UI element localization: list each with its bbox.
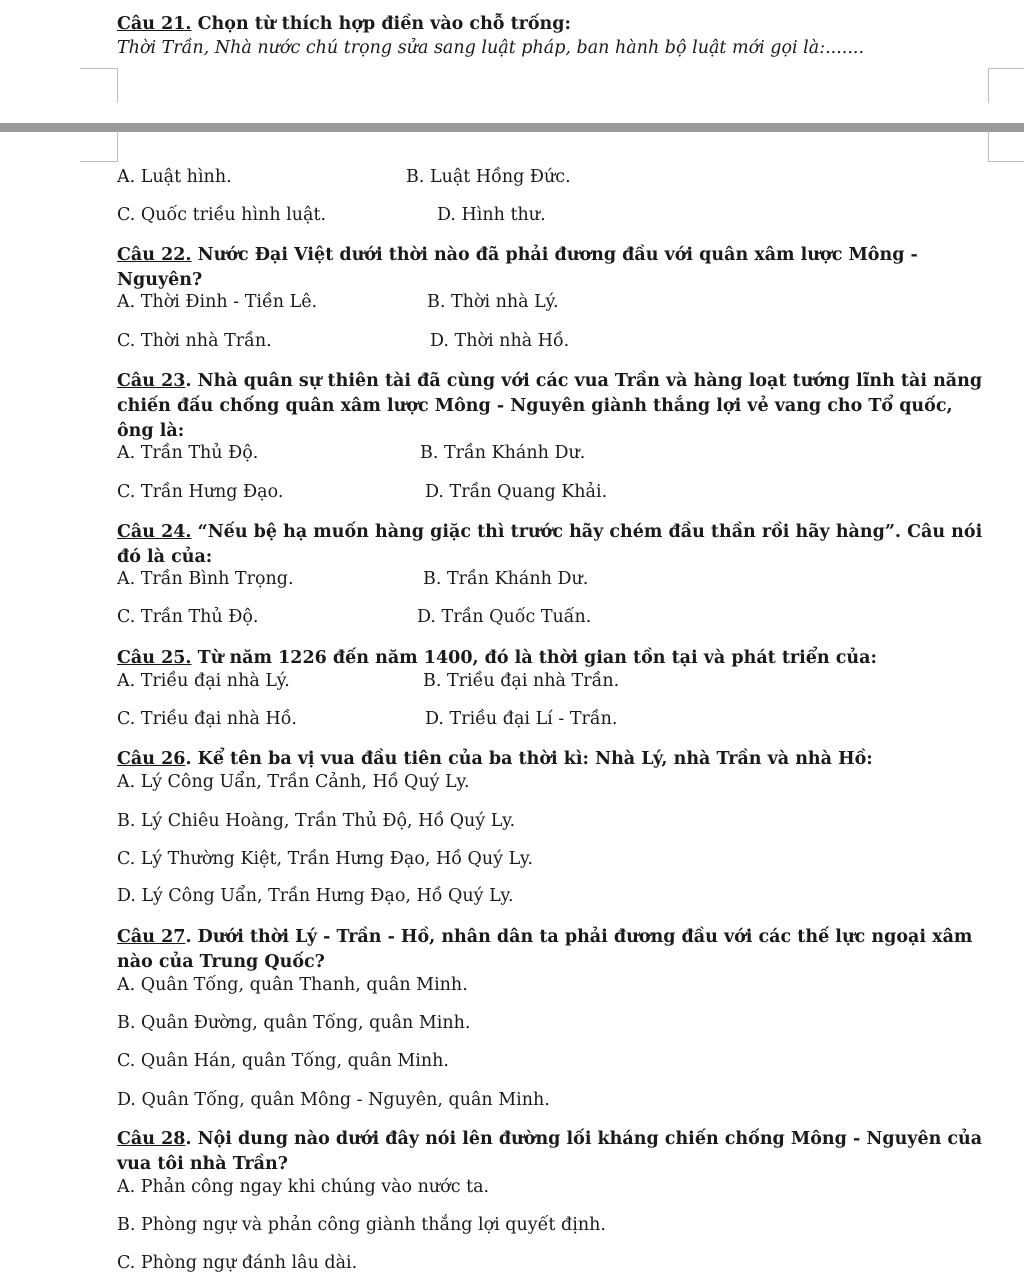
question-21-subtext: Thời Trần, Nhà nước chú trọng sửa sang luật pháp, ban hành bộ luật mới gọi là:....... (117, 38, 865, 58)
option-d: D. Lý Công Uẩn, Trần Hưng Đạo, Hồ Quý Ly. (117, 886, 514, 906)
question-number: Câu 26 (117, 749, 186, 769)
option-d: D. Thời nhà Hồ. (430, 331, 570, 351)
option-d: D. Trần Quang Khải. (425, 482, 608, 502)
option-c: C. Phòng ngự đánh lâu dài. (117, 1253, 358, 1273)
option-a: A. Trần Bình Trọng. (117, 569, 294, 589)
option-c: C. Lý Thường Kiệt, Trần Hưng Đạo, Hồ Quý Ly. (117, 849, 534, 869)
question-25 (117, 646, 989, 671)
option-c: C. Quốc triều hình luật. (117, 205, 327, 225)
option-a: A. Phản công ngay khi chúng vào nước ta. (117, 1177, 490, 1197)
option-c: C. Trần Thủ Độ. (117, 607, 259, 627)
question-text: . Kể tên ba vị vua đầu tiên của ba thời kì: Nhà Lý, nhà Trần và nhà Hồ: (185, 749, 873, 769)
option-b: B. Thời nhà Lý. (427, 292, 559, 312)
option-b: B. Phòng ngự và phản công giành thắng lợi quyết định. (117, 1215, 606, 1235)
question-text: . Nhà quân sự thiên tài đã cùng với các vua Trần và hàng loạt tướng lĩnh tài năng chiến đấu chống quân xâm lược Mông - Nguyên giành thắng lợi vẻ vang cho Tổ quốc, ông là: (117, 371, 983, 441)
question-text: Từ năm 1226 đến năm 1400, đó là thời gian tồn tại và phát triển của: (191, 648, 877, 668)
question-21 (117, 12, 989, 37)
question-27 (117, 925, 989, 975)
option-a: A. Trần Thủ Độ. (117, 443, 259, 463)
question-28 (117, 1127, 989, 1177)
option-a: A. Quân Tống, quân Thanh, quân Minh. (117, 975, 468, 995)
option-b: B. Triều đại nhà Trần. (423, 671, 620, 691)
option-a: A. Luật hình. (117, 167, 232, 187)
question-number: Câu 28 (117, 1129, 186, 1149)
question-number: Câu 22. (117, 245, 192, 265)
question-number: Câu 21. (117, 14, 192, 34)
option-c: C. Triều đại nhà Hồ. (117, 709, 297, 729)
option-d: D. Hình thư. (437, 205, 546, 225)
question-number: Câu 23 (117, 371, 186, 391)
page-break-band (0, 123, 1024, 132)
question-number: Câu 25. (117, 648, 192, 668)
question-26 (117, 747, 989, 772)
question-text: Nước Đại Việt dưới thời nào đã phải đương đầu với quân xâm lược Mông - Nguyên? (117, 245, 918, 290)
option-a: A. Thời Đinh - Tiền Lê. (117, 292, 318, 312)
option-c: C. Thời nhà Trần. (117, 331, 272, 351)
crop-mark-top-right (988, 68, 1024, 103)
option-b: B. Luật Hồng Đức. (406, 167, 571, 187)
question-23 (117, 369, 989, 444)
question-text: Chọn từ thích hợp điền vào chỗ trống: (191, 14, 571, 34)
option-a: A. Lý Công Uẩn, Trần Cảnh, Hồ Quý Ly. (117, 772, 470, 792)
option-b: B. Trần Khánh Dư. (420, 443, 586, 463)
option-c: C. Trần Hưng Đạo. (117, 482, 284, 502)
option-b: B. Lý Chiêu Hoàng, Trần Thủ Độ, Hồ Quý Ly. (117, 811, 516, 831)
option-b: B. Trần Khánh Dư. (423, 569, 589, 589)
option-a: A. Triều đại nhà Lý. (117, 671, 290, 691)
question-22 (117, 243, 989, 293)
question-24 (117, 520, 989, 570)
option-d: D. Trần Quốc Tuấn. (417, 607, 592, 627)
question-number: Câu 24. (117, 522, 192, 542)
option-c: C. Quân Hán, quân Tống, quân Minh. (117, 1051, 449, 1071)
crop-mark-top-left (80, 68, 118, 103)
option-d: D. Triều đại Lí - Trần. (425, 709, 618, 729)
crop-mark-bottom-left (80, 131, 118, 162)
question-text: . Nội dung nào dưới đây nói lên đường lối kháng chiến chống Mông - Nguyên của vua tôi nhà Trần? (117, 1129, 983, 1174)
question-text: “Nếu bệ hạ muốn hàng giặc thì trước hãy chém đầu thần rồi hãy hàng”. Câu nói đó là của: (117, 522, 983, 567)
question-text: . Dưới thời Lý - Trần - Hồ, nhân dân ta phải đương đầu với các thế lực ngoại xâm nào của Trung Quốc? (117, 927, 973, 972)
option-d: D. Quân Tống, quân Mông - Nguyên, quân Minh. (117, 1090, 550, 1110)
option-b: B. Quân Đường, quân Tống, quân Minh. (117, 1013, 471, 1033)
crop-mark-bottom-right (988, 131, 1024, 162)
question-number: Câu 27 (117, 927, 186, 947)
